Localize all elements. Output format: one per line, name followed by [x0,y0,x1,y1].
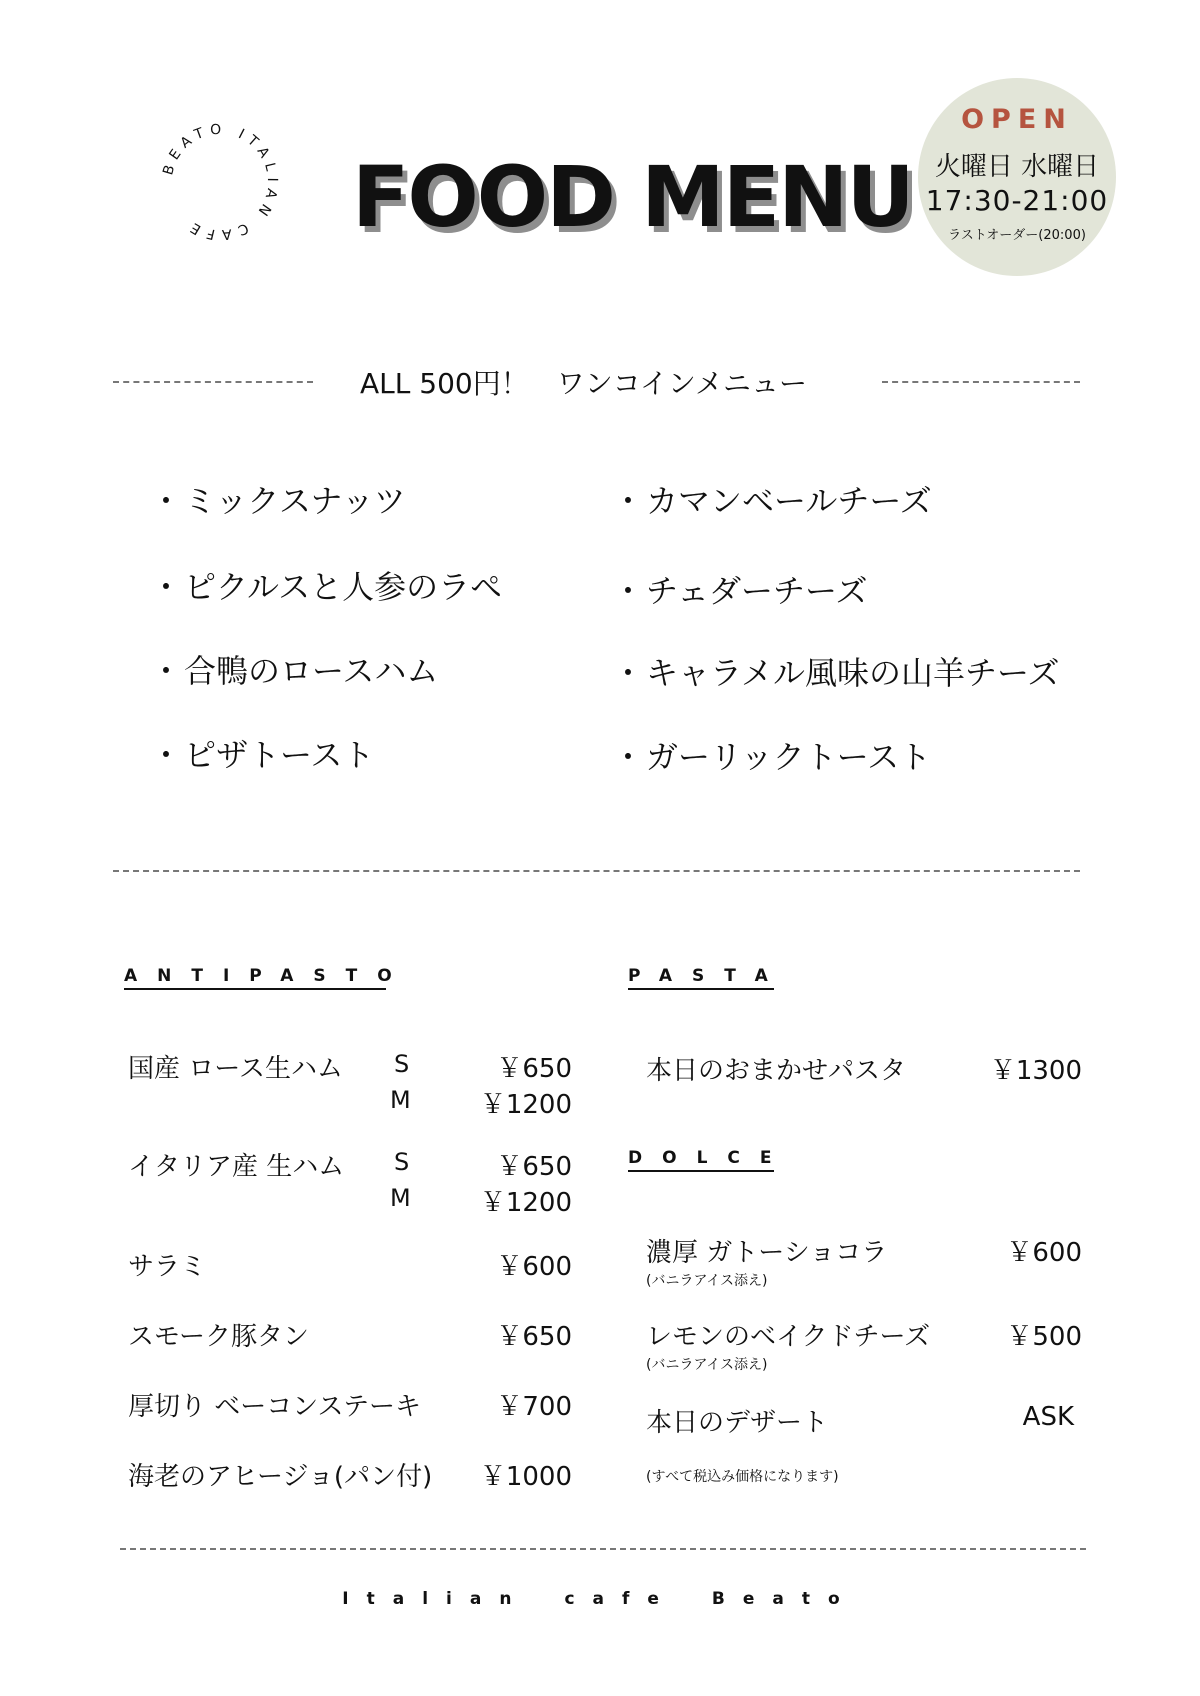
menu-item-price: ￥600 [1006,1238,1082,1268]
one-coin-item: ・ピザトースト [150,736,375,774]
one-coin-item: ・チェダーチーズ [612,572,868,610]
size-label: M [390,1184,411,1212]
divider [882,381,1080,383]
menu-item-name: サラミ [128,1252,207,1282]
size-label: S [394,1148,410,1176]
menu-item-name: スモーク豚タン [128,1322,309,1352]
menu-item-price: ￥650 [496,1322,572,1352]
page-title: FOOD MENU [352,148,913,246]
one-coin-item: ・ガーリックトースト [612,738,932,776]
menu-item-note: (バニラアイス添え) [646,1273,768,1289]
menu-item-price: ￥600 [496,1252,572,1282]
pasta-heading: PASTA [628,966,774,990]
antipasto-heading: ANTIPASTO [124,966,386,990]
one-coin-item: ・ピクルスと人参のラペ [150,568,503,606]
cafe-logo [150,112,290,252]
one-coin-item: ・カマンベールチーズ [612,482,932,520]
size-label: M [390,1086,411,1114]
divider [113,381,313,383]
menu-item-name: 国産 ロース生ハム [128,1054,343,1084]
logo-text: BEATO ITALIAN CAFE [160,121,281,243]
menu-item-name: 本日のデザート [646,1408,829,1438]
footer-brand: Italian cafe Beato [342,1589,858,1609]
menu-item-name: レモンのベイクドチーズ [646,1322,931,1352]
open-label: OPEN [961,104,1073,135]
last-order: ラストオーダー(20:00) [948,228,1086,243]
menu-item-price: ￥500 [1006,1322,1082,1352]
open-days: 火曜日 水曜日 [934,152,1100,182]
size-label: S [394,1050,410,1078]
menu-item-price: ￥650 [496,1152,572,1182]
menu-item-note: (バニラアイス添え) [646,1357,768,1373]
menu-item-price: ￥1200 [479,1188,572,1218]
menu-item-price: ￥1200 [479,1090,572,1120]
open-hours: 17:30-21:00 [925,184,1109,217]
menu-item-name: 海老のアヒージョ(パン付) [128,1462,433,1492]
menu-item-price: ￥700 [496,1392,572,1422]
divider [113,870,1080,872]
tax-note: (すべて税込み価格になります) [646,1469,839,1485]
one-coin-item: ・ミックスナッツ [150,482,406,520]
dolce-heading: DOLCE [628,1148,774,1172]
menu-item-price: ￥1000 [479,1462,572,1492]
menu-item-name: 濃厚 ガトーショコラ [646,1238,888,1268]
menu-item-name: 厚切り ベーコンステーキ [128,1392,421,1422]
open-hours-badge [918,78,1116,276]
one-coin-heading: ALL 500円！ ワンコインメニュー [360,367,808,400]
menu-item-name: イタリア産 生ハム [128,1152,345,1182]
one-coin-item: ・キャラメル風味の山羊チーズ [612,654,1060,692]
menu-item-price: ￥650 [496,1054,572,1084]
menu-item-name: 本日のおまかせパスタ [646,1056,907,1086]
menu-item-price: ￥1300 [989,1056,1082,1086]
menu-item-price: ASK [1022,1402,1074,1432]
divider [120,1548,1086,1550]
one-coin-item: ・合鴨のロースハム [150,652,439,690]
